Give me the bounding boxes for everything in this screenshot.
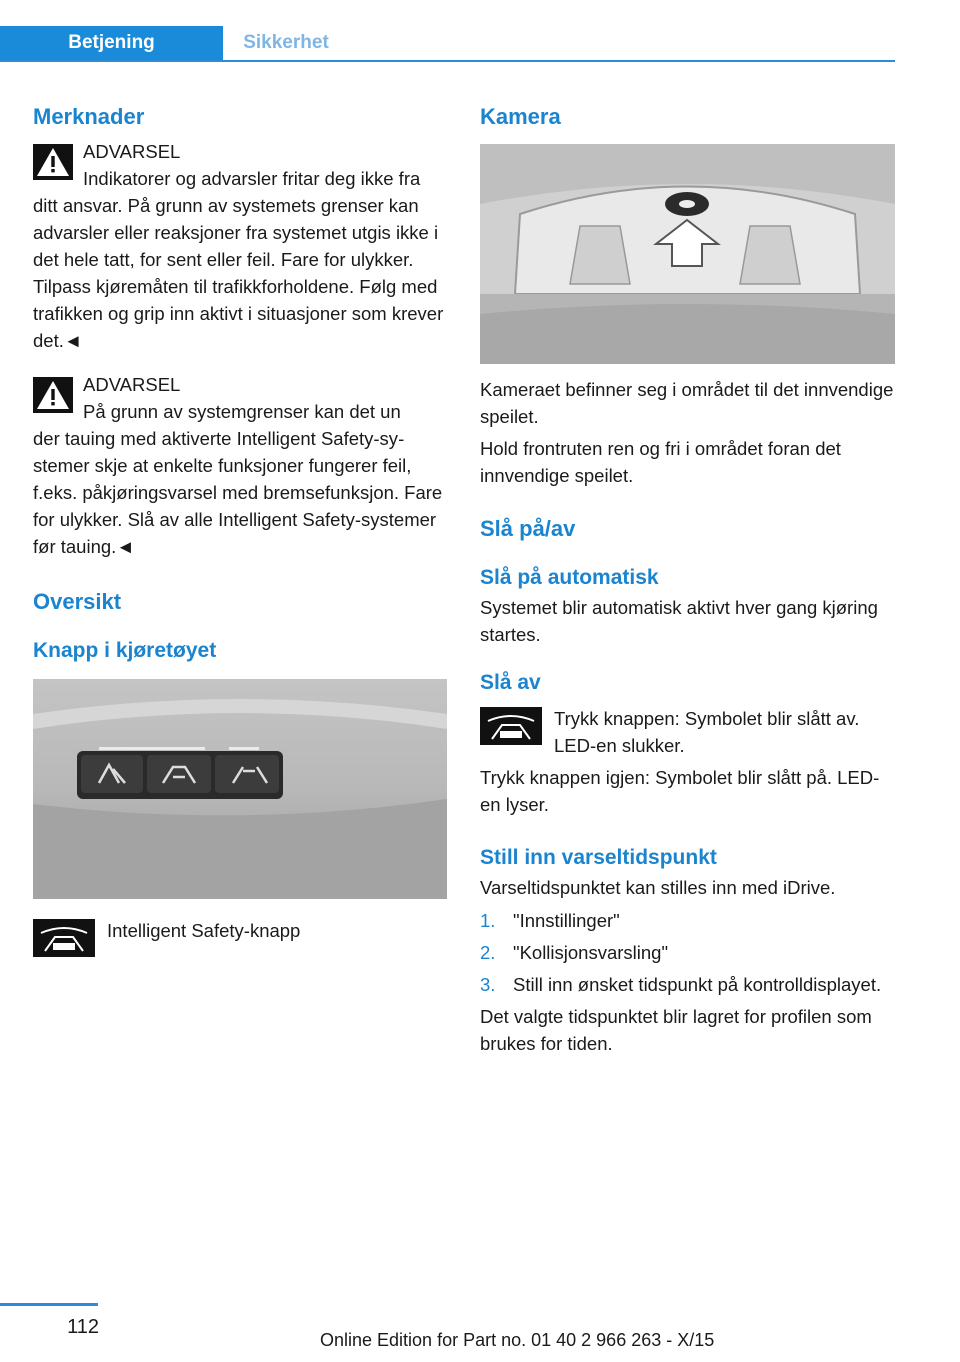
off-instruction-row	[480, 705, 895, 759]
auto-on-text: Systemet blir automatisk aktivt hver gang kjøring startes.	[480, 597, 878, 645]
list-item	[480, 971, 895, 998]
button-panel-photo	[33, 679, 447, 899]
warning-block-2	[33, 371, 447, 560]
tab-betjening[interactable]: Betjening	[0, 26, 223, 60]
edition-note: Online Edition for Part no. 01 40 2 966 263 - X/15	[320, 1330, 715, 1350]
warning-1-label: ADVARSEL	[83, 141, 181, 162]
warning-icon	[33, 144, 73, 180]
settings-steps	[480, 907, 895, 998]
heading-warning-time: Still inn varseltidspunkt	[480, 846, 717, 869]
on-again-text: Trykk knappen igjen: Symbolet blir slått på. LED-en lyser.	[480, 767, 880, 815]
off-instruction-text: Trykk knappen: Symbolet blir slått av. LED-en slukker.	[554, 708, 860, 756]
heading-overview: Oversikt	[33, 589, 122, 614]
step-number: 3.	[480, 974, 496, 995]
step-text: Still inn ønsket tidspunkt på kontrolldisplayet.	[513, 974, 882, 995]
heading-button-in-vehicle: Knapp i kjøretøyet	[33, 639, 217, 662]
tab-rule	[0, 60, 895, 62]
safety-button-caption: Intelligent Safety-knapp	[107, 920, 301, 941]
camera-location-photo	[480, 144, 895, 364]
warning-2-first-line: På grunn av systemgrenser kan det un	[83, 401, 401, 422]
tab-sikkerhet[interactable]: Sikkerhet	[243, 32, 329, 53]
step-text: "Innstillinger"	[513, 910, 620, 931]
warning-1-first-line: Indikatorer og advarsler fritar deg ikke fra	[83, 168, 421, 189]
section-tabs	[0, 26, 895, 62]
page-number: 112	[67, 1316, 99, 1338]
step-text: "Kollisjonsvarsling"	[513, 942, 669, 963]
intelligent-safety-icon	[480, 707, 542, 745]
heading-off: Slå av	[480, 671, 541, 694]
warning-time-text: Varseltidspunktet kan stilles inn med iDrive.	[480, 877, 836, 898]
footer-rule	[0, 1303, 98, 1306]
heading-notes: Merknader	[33, 104, 145, 129]
warning-block-1	[33, 138, 447, 354]
list-item	[480, 907, 895, 934]
safety-button-row	[33, 917, 447, 957]
right-column	[480, 100, 895, 1057]
camera-text-2: Hold frontruten ren og fri i området foran det innvendige speilet.	[480, 438, 841, 486]
warning-2-body: der tauing med aktiverte Intelligent Safety-systemer skje at enkelte funksjoner fungerer feil, f.eks. påkjøringsvarsel med bremsefunksjon. Fare for ulykker. Slå av alle Intelligent Safety-systemer før tauing.◄	[33, 428, 443, 557]
heading-camera: Kamera	[480, 104, 561, 129]
warning-1-body: ditt ansvar. På grunn av systemets grenser kan advarsler eller reaksjoner fra systemet utgis ikke i det hele tatt, for sent eller feil. Fare for ulykker. Tilpass kjøremåten til trafikkforholdene. Følg med trafikken og grip inn aktivt i situasjoner som krever det.◄	[33, 195, 444, 351]
heading-auto-on: Slå på automatisk	[480, 566, 659, 589]
list-item	[480, 939, 895, 966]
closing-text: Det valgte tidspunktet blir lagret for profilen som brukes for tiden.	[480, 1006, 872, 1054]
step-number: 2.	[480, 942, 496, 963]
step-number: 1.	[480, 910, 496, 931]
intelligent-safety-icon	[33, 919, 95, 957]
heading-on-off: Slå på/av	[480, 516, 576, 541]
warning-icon	[33, 377, 73, 413]
camera-text-1: Kameraet befinner seg i området til det innvendige speilet.	[480, 379, 894, 427]
warning-2-label: ADVARSEL	[83, 374, 181, 395]
left-column	[33, 100, 447, 957]
